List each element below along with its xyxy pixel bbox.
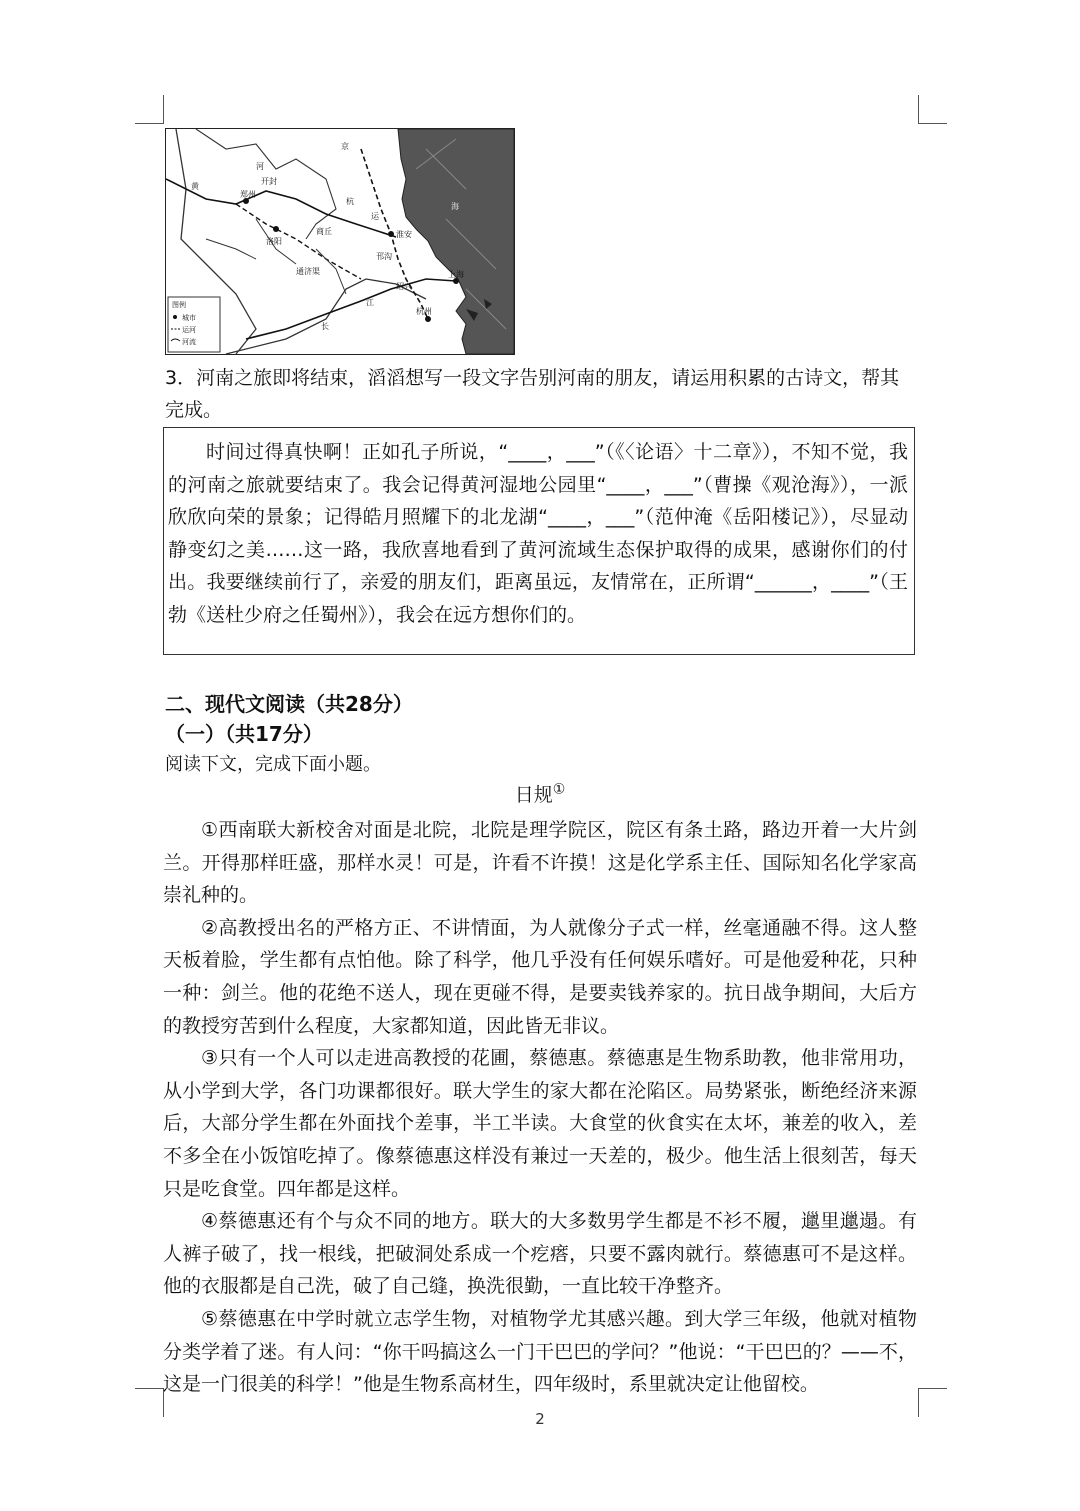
svg-text:绍兴: 绍兴 xyxy=(396,282,412,291)
map-legend-canal: 运河 xyxy=(182,326,196,334)
answer-box-text: 时间过得真快啊！正如孔子所说，“____，___”（《〈论语〉十二章》），不知不觉，我的河南之旅就要结束了。我会记得黄河湿地公园里“____，___”（曹操《观沧海》），一派欣欣向荣的景象；记得皓月照耀下的北龙湖“____，___”（范仲淹《岳阳楼记》），尽显动静变幻之美……这一路，我欣喜地看到了黄河流域生态保护取得的成果，感谢你们的付出。我要继续前行了，亲爱的朋友们，距离虽远，友情常在，正所谓“______，____”（王勃《送杜少府之任蜀州》），我会在远方想你们的。 xyxy=(168,441,908,626)
section-subheading: （一）（共17分） xyxy=(165,722,323,746)
svg-text:杭州: 杭州 xyxy=(416,307,432,316)
svg-text:商丘: 商丘 xyxy=(316,227,332,236)
canal-map xyxy=(165,128,515,355)
instruction-text: 阅读下文，完成下面小题。 xyxy=(165,754,381,775)
svg-text:杭: 杭 xyxy=(346,197,354,206)
svg-text:郑州: 郑州 xyxy=(240,190,256,199)
svg-text:江: 江 xyxy=(366,298,374,307)
svg-text:长: 长 xyxy=(321,322,329,331)
svg-text:京: 京 xyxy=(341,142,349,151)
svg-text:河: 河 xyxy=(256,162,264,171)
map-legend-city: 城市 xyxy=(182,314,196,322)
svg-text:开封: 开封 xyxy=(261,177,277,186)
paragraph: ③只有一个人可以走进高教授的花圃，蔡德惠。蔡德惠是生物系助教，他非常用功，从小学到大学，各门功课都很好。联大学生的家大都在沦陷区。局势紧张，断绝经济来源后，大部分学生都在外面找个差事，半工半读。大食堂的伙食实在太坏，兼差的收入，差不多全在小饭馆吃掉了。像蔡德惠这样没有兼过一天差的，极少。他生活上很刻苦，每天只是吃食堂。四年都是这样。 xyxy=(163,1047,917,1200)
map-legend-river: 河流 xyxy=(182,338,196,346)
page-number: 2 xyxy=(535,1410,545,1428)
article-title-text: 日规 xyxy=(514,784,553,806)
crop-mark-top-right xyxy=(918,95,947,124)
map-legend-title: 图例 xyxy=(172,301,186,309)
svg-text:洛阳: 洛阳 xyxy=(266,237,282,246)
answer-box xyxy=(163,427,915,655)
section-heading: 二、现代文阅读（共28分） xyxy=(165,692,413,716)
reading-instruction xyxy=(165,750,381,776)
article-title xyxy=(0,780,1080,807)
svg-text:通济渠: 通济渠 xyxy=(296,267,320,276)
svg-text:淮安: 淮安 xyxy=(396,230,412,239)
svg-text:上海: 上海 xyxy=(448,270,464,279)
canal-map-drawing xyxy=(166,129,514,354)
paragraph: ⑤蔡德惠在中学时就立志学生物，对植物学尤其感兴趣。到大学三年级，他就对植物分类学着了迷。有人问：“你干吗搞这么一门干巴巴的学问？”他说：“干巴巴的？——不，这是一门很美的科学！”他是生物系高材生，四年级时，系里就决定让他留校。 xyxy=(163,1307,917,1396)
svg-text:海: 海 xyxy=(451,202,459,211)
paragraph: ②高教授出名的严格方正、不讲情面，为人就像分子式一样，丝毫通融不得。这人整天板着脸，学生都有点怕他。除了科学，他几乎没有任何娱乐嗜好。可是他爱种花，只种一种：剑兰。他的花绝不送人，现在更碰不得，是要卖钱养家的。抗日战争期间，大后方的教授穷苦到什么程度，大家都知道，因此皆无非议。 xyxy=(163,916,917,1037)
crop-mark-top-left xyxy=(135,95,164,124)
paragraph: ①西南联大新校舍对面是北院，北院是理学院区，院区有条土路，路边开着一大片剑兰。开得那样旺盛，那样水灵！可是，许看不许摸！这是化学系主任、国际知名化学家高崇礼种的。 xyxy=(163,819,917,907)
svg-text:邗沟: 邗沟 xyxy=(376,252,392,261)
question-3: 3．河南之旅即将结束，滔滔想写一段文字告别河南的朋友，请运用积累的古诗文，帮其完成。 xyxy=(165,367,900,421)
paragraph: ④蔡德惠还有个与众不同的地方。联大的大多数男学生都是不衫不履，邋里邋遢。有人裤子破了，找一根线，把破洞处系成一个疙瘩，只要不露肉就行。蔡德惠可不是这样。他的衣服都是自己洗，破了自己缝，换洗很勤，一直比较干净整齐。 xyxy=(163,1210,917,1298)
svg-text:黄: 黄 xyxy=(191,182,199,191)
footnote-mark: ① xyxy=(552,781,566,798)
article-body xyxy=(163,814,917,1401)
svg-text:运: 运 xyxy=(371,212,379,221)
